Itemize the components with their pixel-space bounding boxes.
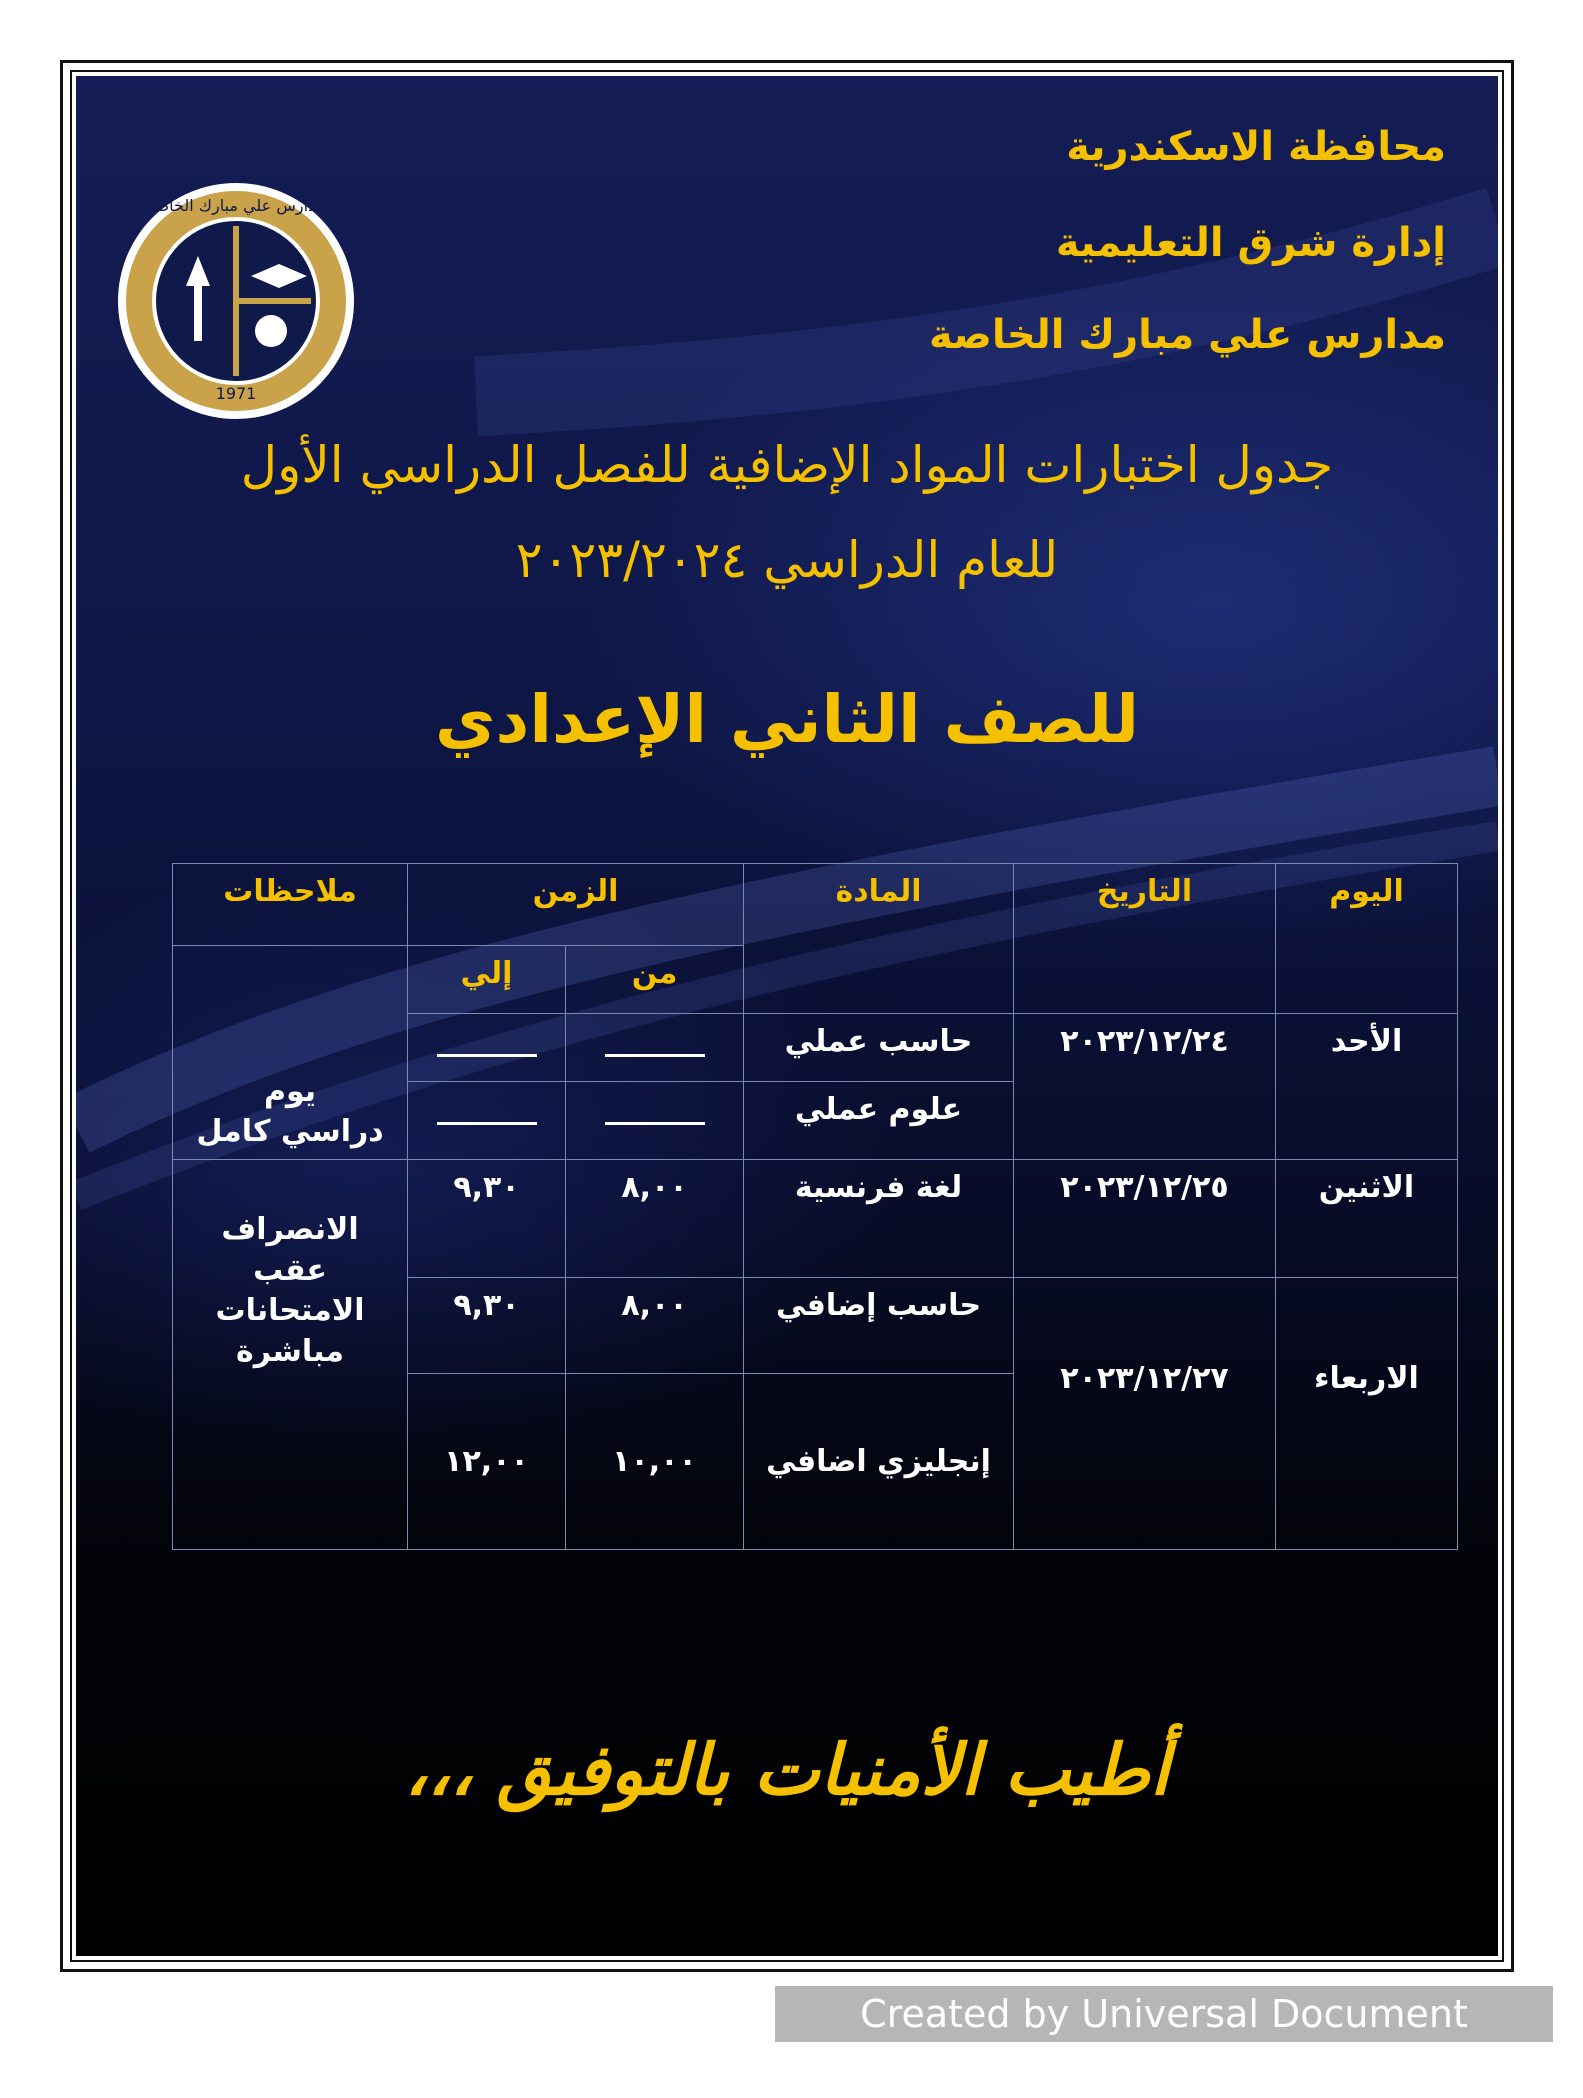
poster [76,76,1498,1956]
table-row-to-blank [408,1014,566,1082]
notes-full-day-line2: دراسي كامل [196,1114,384,1149]
header-time: الزمن [408,864,744,946]
school-logo [116,181,356,421]
administration-name: إدارة شرق التعليمية [1055,220,1446,266]
header-notes: ملاحظات [173,864,408,946]
grade-title: للصف الثاني الإعدادي [435,681,1139,758]
table-row-date: ٢٠٢٣/١٢/٢٧ [1014,1278,1276,1550]
table-row-from: ٨,٠٠ [566,1160,744,1278]
closing-wishes: أطيب الأمنيات بالتوفيق ،،، [404,1728,1170,1811]
dash-placeholder [605,1122,705,1125]
notes-full-day [173,946,408,1160]
logo-year: 1971 [215,384,257,403]
table-row-subject: علوم عملي [744,1082,1014,1160]
table-row-day: الاثنين [1276,1160,1458,1278]
notes-full-day-line1: يوم [263,1073,317,1109]
table-row-date: ٢٠٢٣/١٢/٢٤ [1014,1014,1276,1160]
governorate-name: محافظة الاسكندرية [1066,124,1446,170]
table-row-date: ٢٠٢٣/١٢/٢٥ [1014,1160,1276,1278]
logo-ring-text: مدارس علي مبارك الخاصة [147,196,325,215]
watermark: Created by Universal Document Converter [775,1986,1553,2042]
academic-year: للعام الدراسي ٢٠٢٣/٢٠٢٤ [515,531,1059,589]
header-date: التاريخ [1014,864,1276,1014]
notes-dismissal-line2: عقب [253,1252,327,1288]
school-name: مدارس علي مبارك الخاصة [929,312,1446,358]
exam-schedule-table [172,863,1458,1550]
table-row-subject: لغة فرنسية [744,1160,1014,1278]
notes-dismissal-line3: الامتحانات [215,1293,365,1328]
table-row-to: ١٢,٠٠ [408,1374,566,1550]
table-row-from: ٨,٠٠ [566,1278,744,1374]
table-row-to: ٩,٣٠ [408,1160,566,1278]
header-day: اليوم [1276,864,1458,1014]
table-row-from: ١٠,٠٠ [566,1374,744,1550]
header-subject: المادة [744,864,1014,1014]
schedule-title: جدول اختبارات المواد الإضافية للفصل الدراسي الأول [240,436,1334,494]
table-row-subject: إنجليزي اضافي [744,1374,1014,1550]
notes-dismissal-line4: مباشرة [236,1333,344,1369]
table-row-subject: حاسب إضافي [744,1278,1014,1374]
table-row-from-blank [566,1082,744,1160]
table-row-to: ٩,٣٠ [408,1278,566,1374]
table-row-day: الاربعاء [1276,1278,1458,1550]
header-to: إلي [408,946,566,1014]
table-row-day: الأحد [1276,1014,1458,1160]
header-from: من [566,946,744,1014]
table-row-to-blank [408,1082,566,1160]
notes-dismissal [173,1160,408,1550]
dash-placeholder [437,1122,537,1125]
table-row-subject: حاسب عملي [744,1014,1014,1082]
table-row-from-blank [566,1014,744,1082]
dash-placeholder [437,1054,537,1057]
dash-placeholder [605,1054,705,1057]
notes-dismissal-line1: الانصراف [221,1212,359,1247]
